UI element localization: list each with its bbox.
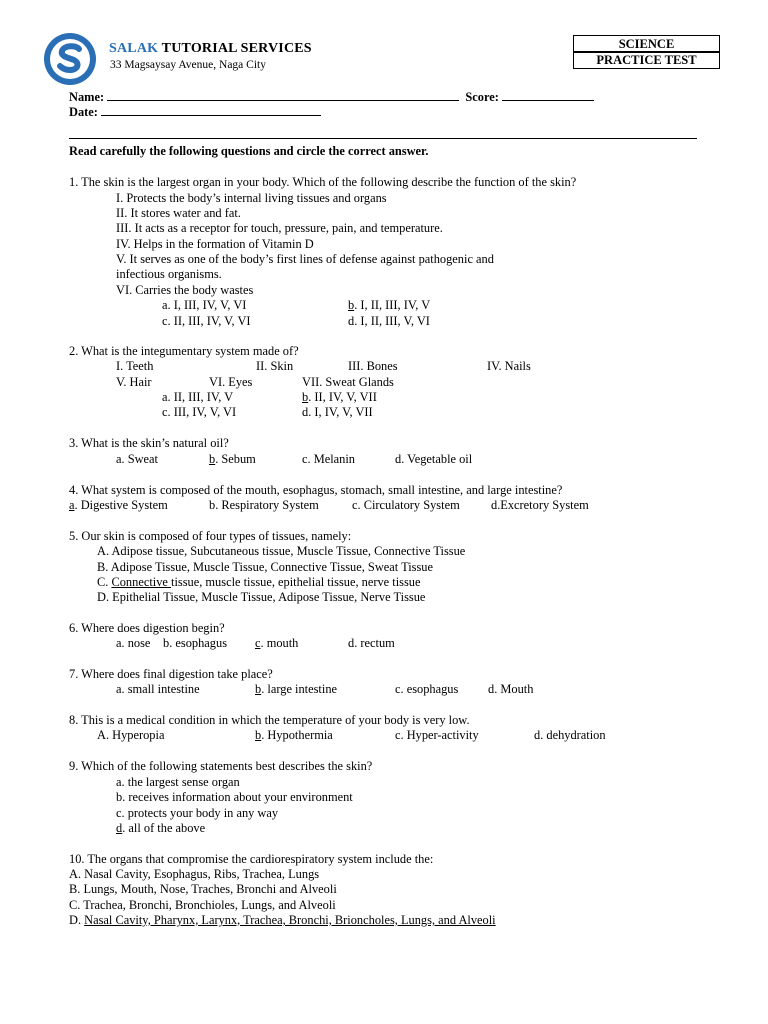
q2-option-b-letter: b (302, 390, 309, 404)
salak-s-logo-icon (43, 32, 97, 86)
q4-option-a-letter: a (69, 498, 75, 512)
q4-option-a-text: . Digestive System (74, 498, 168, 512)
q3-option-a[interactable]: a. Sweat (116, 452, 158, 466)
q6-option-c[interactable] (255, 636, 298, 651)
q5-option-d[interactable]: D. Epithelial Tissue, Muscle Tissue, Adipose Tissue, Nerve Tissue (97, 590, 426, 604)
q2-part: II. Skin (256, 359, 294, 373)
q8-option-a[interactable]: A. Hyperopia (97, 728, 165, 742)
subject-badge: SCIENCE (573, 35, 720, 53)
q9-option-b[interactable]: b. receives information about your environment (116, 790, 353, 804)
q6-option-a[interactable]: a. nose (116, 636, 151, 650)
q4-option-a[interactable] (69, 498, 168, 513)
question-7-stem: 7. Where does final digestion take place? (69, 667, 273, 681)
q2-option-b-text: . II, IV, V, VII (308, 390, 377, 404)
q2-part: V. Hair (116, 375, 152, 389)
q4-option-b[interactable]: b. Respiratory System (209, 498, 319, 512)
q7-option-d[interactable]: d. Mouth (488, 682, 534, 696)
q2-part: VI. Eyes (209, 375, 253, 389)
q5-option-c-rest: tissue, muscle tissue, epithelial tissue, nerve tissue (171, 575, 421, 589)
org-brand: SALAK (109, 41, 159, 56)
q1-item: VI. Carries the body wastes (116, 283, 254, 297)
q3-option-d[interactable]: d. Vegetable oil (395, 452, 473, 466)
score-label: Score: (465, 90, 499, 104)
q5-option-c[interactable] (97, 575, 421, 590)
q2-option-b[interactable] (302, 390, 377, 405)
q2-option-c[interactable]: c. III, IV, V, VI (162, 405, 237, 419)
instructions: Read carefully the following questions and circle the correct answer. (69, 144, 429, 158)
q8-option-c[interactable]: c. Hyper-activity (395, 728, 479, 742)
q2-part: I. Teeth (116, 359, 154, 373)
q5-option-c-prefix: C. (97, 575, 112, 589)
q3-option-b-letter: b (209, 452, 216, 466)
q6-option-c-letter: c (255, 636, 261, 650)
q1-option-b-letter: b (348, 298, 355, 312)
q7-option-b-letter: b (255, 682, 262, 696)
question-3-stem: 3. What is the skin’s natural oil? (69, 436, 229, 450)
q1-item: I. Protects the body’s internal living tissues and organs (116, 191, 387, 205)
q3-option-b-text: . Sebum (215, 452, 256, 466)
question-2-stem: 2. What is the integumentary system made of? (69, 344, 299, 358)
q3-option-c[interactable]: c. Melanin (302, 452, 355, 466)
q9-option-d[interactable] (116, 821, 205, 836)
q6-option-d[interactable]: d. rectum (348, 636, 395, 650)
name-field[interactable] (107, 89, 459, 101)
org-name-rest: TUTORIAL SERVICES (158, 41, 312, 56)
question-1-stem: 1. The skin is the largest organ in your body. Which of the following describe the function of the skin? (69, 175, 577, 189)
q6-option-c-text: . mouth (260, 636, 299, 650)
q1-option-b[interactable] (348, 298, 430, 313)
q7-option-b-text: . large intestine (261, 682, 338, 696)
q1-option-b-text: . I, II, III, IV, V (354, 298, 431, 312)
date-row (69, 104, 321, 120)
q1-item: V. It serves as one of the body’s first lines of defense against pathogenic and (116, 252, 494, 266)
q10-option-d-underlined: Nasal Cavity, Pharynx, Larynx, Trachea, Bronchi, Brioncholes, Lungs, and Alveoli (84, 913, 496, 927)
q1-option-c[interactable]: c. II, III, IV, V, VI (162, 314, 251, 328)
score-field[interactable] (502, 89, 594, 101)
q8-option-b-text: . Hypothermia (261, 728, 333, 742)
q1-item: infectious organisms. (116, 267, 222, 281)
q2-part: III. Bones (348, 359, 398, 373)
q10-option-d[interactable] (69, 913, 496, 928)
q10-option-d-prefix: D. (69, 913, 85, 927)
q9-option-d-letter: d (116, 821, 123, 835)
question-5-stem: 5. Our skin is composed of four types of tissues, namely: (69, 529, 352, 543)
q4-option-d[interactable]: d.Excretory System (491, 498, 589, 512)
q7-option-c[interactable]: c. esophagus (395, 682, 459, 696)
q5-option-a[interactable]: A. Adipose tissue, Subcutaneous tissue, Muscle Tissue, Connective Tissue (97, 544, 466, 558)
q2-option-a[interactable]: a. II, III, IV, V (162, 390, 234, 404)
question-8-stem: 8. This is a medical condition in which the temperature of your body is very low. (69, 713, 470, 727)
name-row (69, 89, 594, 105)
q5-option-b[interactable]: B. Adipose Tissue, Muscle Tissue, Connective Tissue, Sweat Tissue (97, 560, 433, 574)
q5-option-c-underlined: Connective (111, 575, 171, 589)
date-field[interactable] (101, 104, 321, 116)
q2-part: IV. Nails (487, 359, 531, 373)
date-label: Date: (69, 105, 98, 119)
q1-option-d[interactable]: d. I, II, III, V, VI (348, 314, 430, 328)
q10-option-a[interactable]: A. Nasal Cavity, Esophagus, Ribs, Trachea, Lungs (69, 867, 320, 881)
question-10-stem: 10. The organs that compromise the cardiorespiratory system include the: (69, 852, 434, 866)
q2-part: VII. Sweat Glands (302, 375, 394, 389)
q1-item: IV. Helps in the formation of Vitamin D (116, 237, 314, 251)
q1-item: III. It acts as a receptor for touch, pressure, pain, and temperature. (116, 221, 443, 235)
question-6-stem: 6. Where does digestion begin? (69, 621, 225, 635)
q3-option-b[interactable] (209, 452, 256, 467)
header-divider (69, 138, 697, 139)
q8-option-b-letter: b (255, 728, 262, 742)
test-type-badge: PRACTICE TEST (573, 51, 720, 69)
name-label: Name: (69, 90, 105, 104)
q1-item: II. It stores water and fat. (116, 206, 241, 220)
organization-address: 33 Magsaysay Avenue, Naga City (110, 59, 266, 71)
q9-option-d-text: . all of the above (122, 821, 206, 835)
q10-option-b[interactable]: B. Lungs, Mouth, Nose, Traches, Bronchi and Alveoli (69, 882, 337, 896)
q9-option-c[interactable]: c. protects your body in any way (116, 806, 279, 820)
q8-option-b[interactable] (255, 728, 333, 743)
q2-option-d[interactable]: d. I, IV, V, VII (302, 405, 373, 419)
q9-option-a[interactable]: a. the largest sense organ (116, 775, 240, 789)
question-9-stem: 9. Which of the following statements best describes the skin? (69, 759, 373, 773)
q10-option-c[interactable]: C. Trachea, Bronchi, Bronchioles, Lungs, and Alveoli (69, 898, 336, 912)
q7-option-a[interactable]: a. small intestine (116, 682, 200, 696)
q8-option-d[interactable]: d. dehydration (534, 728, 606, 742)
question-4-stem: 4. What system is composed of the mouth, esophagus, stomach, small intestine, and large intestine? (69, 483, 563, 497)
organization-name (109, 41, 312, 56)
q1-option-a[interactable]: a. I, III, IV, V, VI (162, 298, 247, 312)
q7-option-b[interactable] (255, 682, 337, 697)
q6-option-b[interactable]: b. esophagus (163, 636, 228, 650)
q4-option-c[interactable]: c. Circulatory System (352, 498, 460, 512)
